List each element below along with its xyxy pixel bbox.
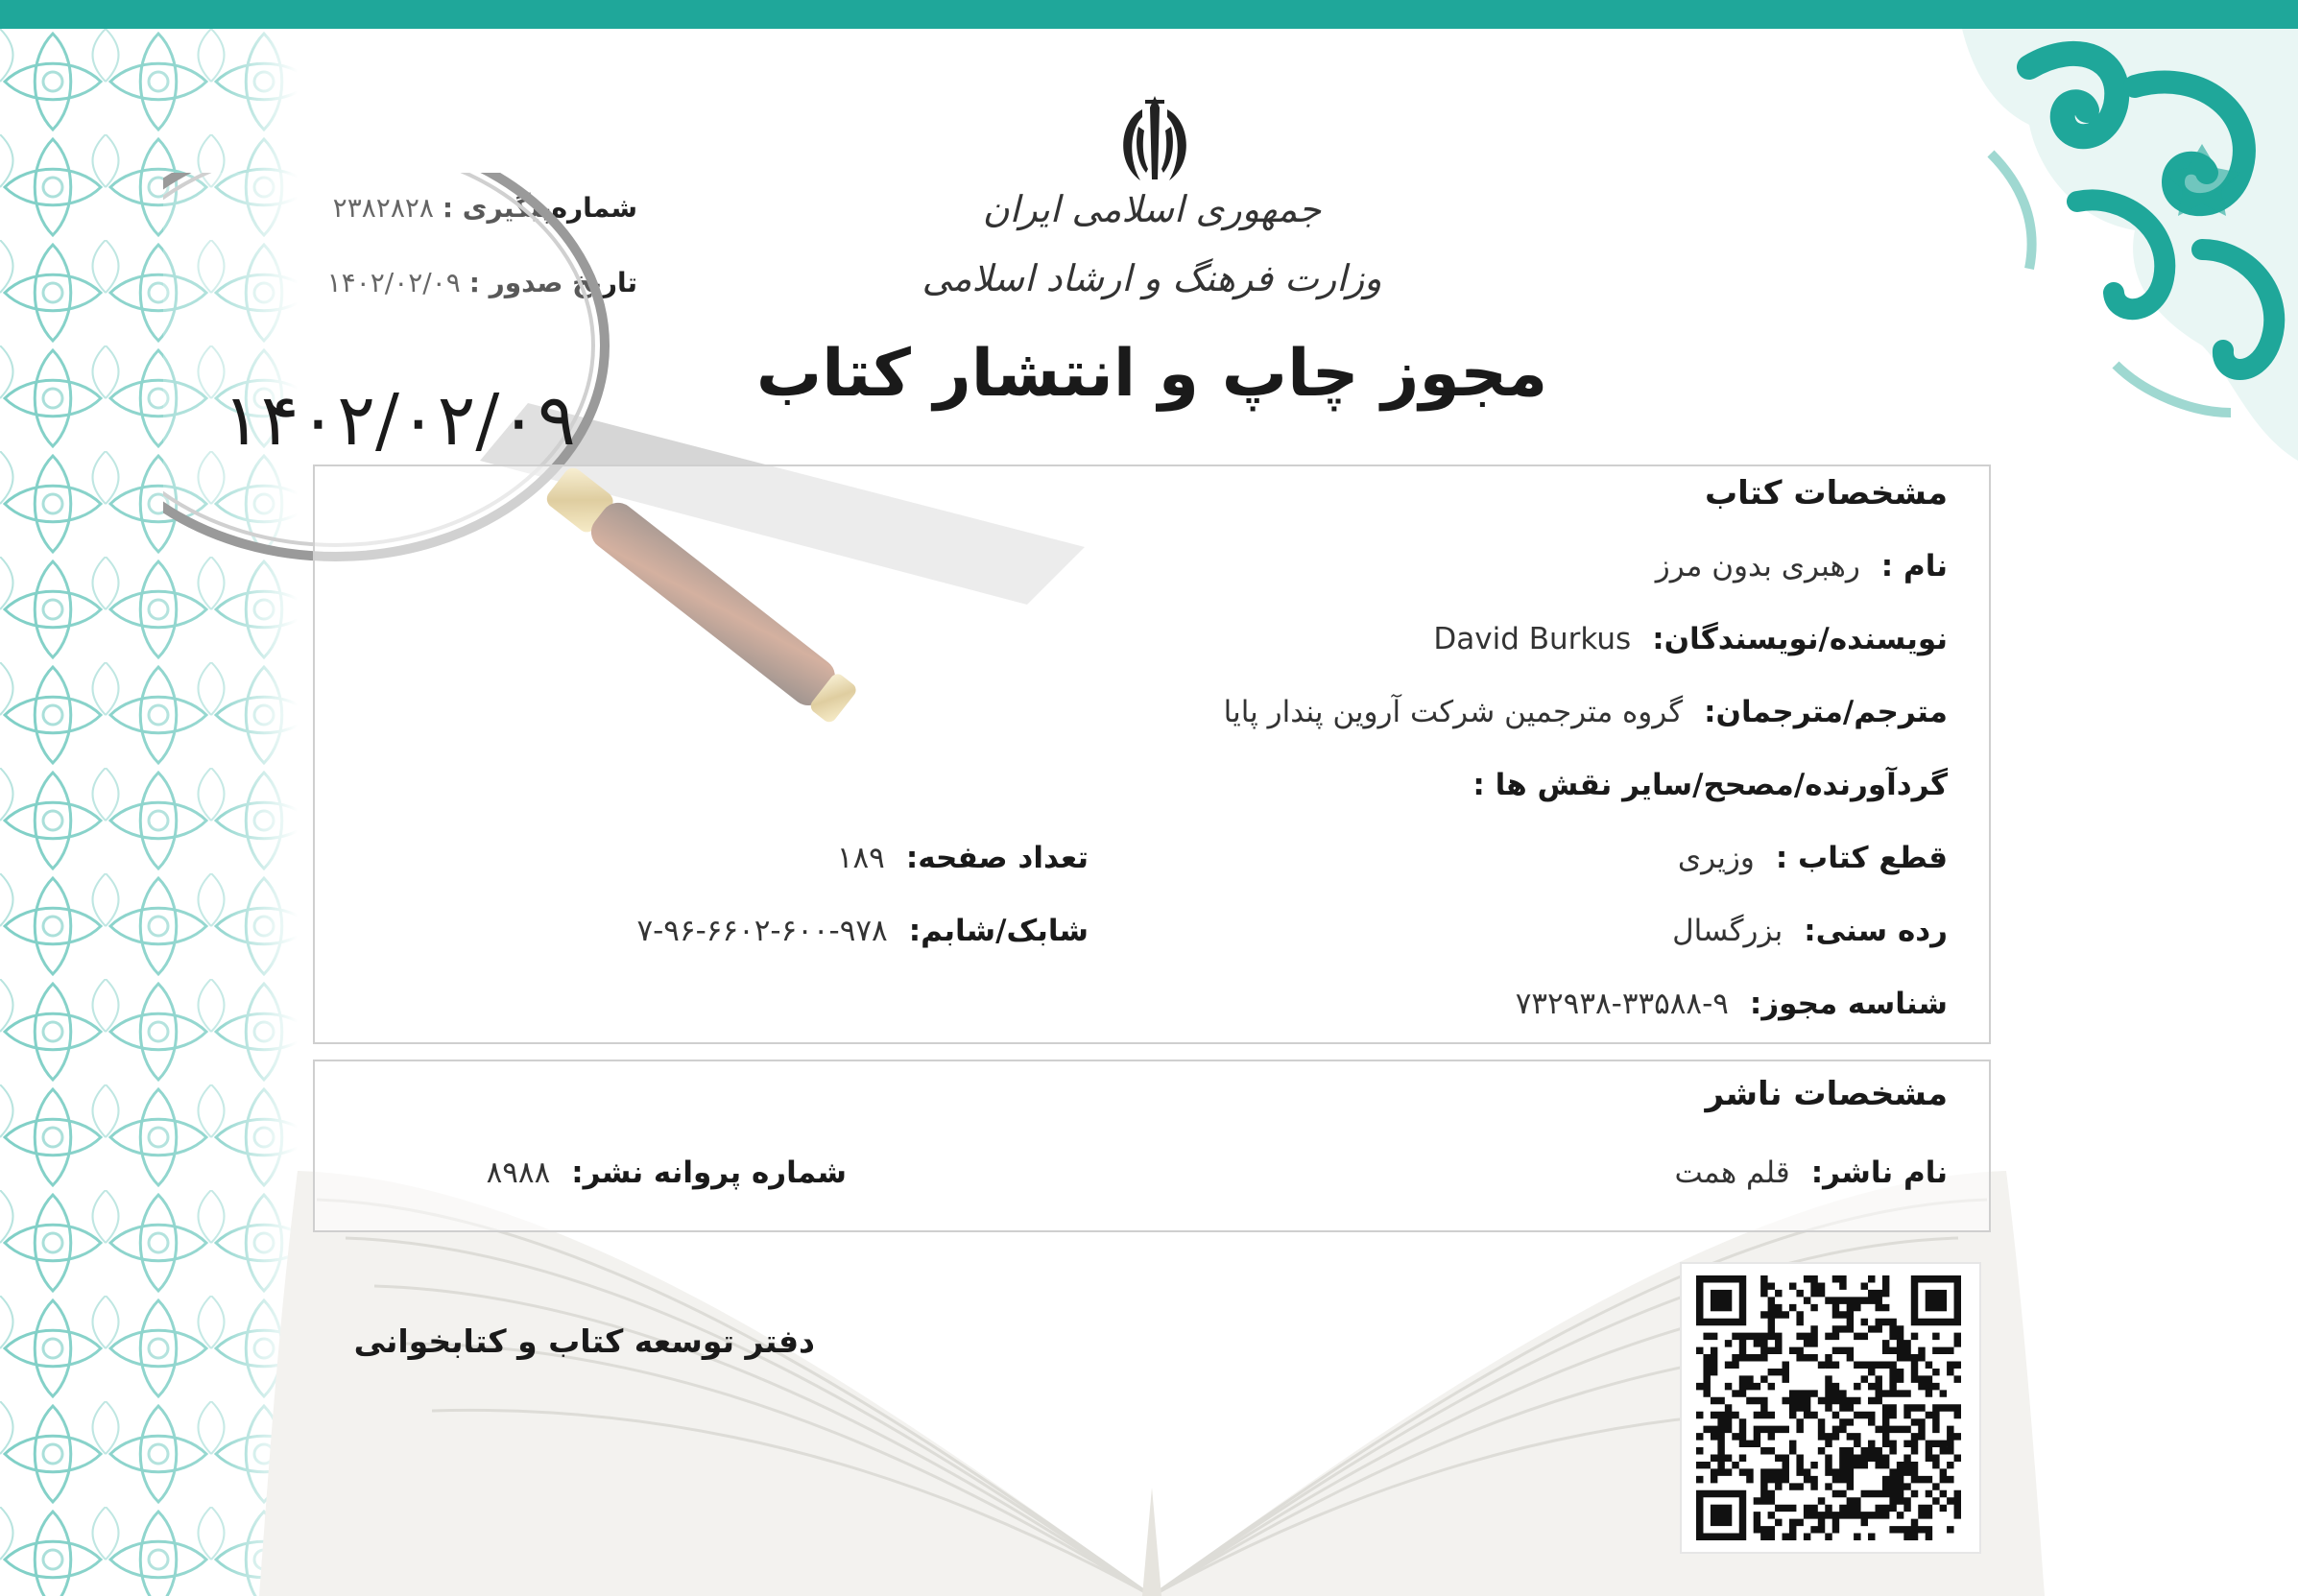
format-value: وزیری: [1677, 841, 1755, 875]
publisher-name-label: نام ناشر:: [1810, 1155, 1948, 1190]
tracking-value: ۲۳۸۲۸۲۸: [332, 192, 434, 224]
publisher-section-title: مشخصات ناشر: [1705, 1075, 1948, 1113]
age-row: [1672, 914, 1948, 948]
other-roles-label: گردآورنده/مصحح/سایر نقش ها :: [1472, 768, 1948, 802]
book-section-title: مشخصات کتاب: [1704, 474, 1948, 512]
publisher-name-row: [1674, 1155, 1948, 1190]
publish-permit-label: شماره پروانه نشر:: [571, 1155, 847, 1190]
isbn-value: ۹۷۸-۶۰۰-۶۶۰۲-۹۶-۷: [636, 914, 888, 948]
age-label: رده سنی:: [1804, 914, 1948, 948]
pages-label: تعداد صفحه:: [905, 841, 1089, 875]
pages-row: [837, 841, 1089, 875]
license-id-row: [1516, 987, 1948, 1021]
top-accent-bar: [0, 0, 2298, 29]
issue-date-label: تاریخ صدور :: [468, 267, 637, 298]
license-id-value: ۹-۳۳۵۸۸-۷۳۲۹۳۸: [1515, 987, 1729, 1021]
translator-value: گروه مترجمین شرکت آروین پندار پایا: [1223, 695, 1684, 729]
tracking-label: شماره‌پیگیری :: [442, 192, 637, 224]
isbn-label: شابک/شابم:: [908, 914, 1089, 948]
book-name-row: [1656, 549, 1948, 584]
format-row: [1678, 841, 1948, 875]
format-label: قطع کتاب :: [1775, 841, 1948, 875]
book-name-value: رهبری بدون مرز: [1655, 549, 1860, 584]
publish-permit-row: [487, 1155, 847, 1190]
pages-value: ۱۸۹: [836, 841, 885, 875]
translator-row: [1224, 695, 1948, 729]
age-value: بزرگسال: [1672, 914, 1783, 948]
government-name: جمهوری اسلامی ایران: [982, 188, 1322, 230]
author-value: David Burkus: [1433, 622, 1632, 656]
office-name: دفتر توسعه کتاب و کتابخوانی: [353, 1322, 815, 1360]
license-id-label: شناسه مجوز:: [1749, 987, 1948, 1021]
publisher-name-value: قلم همت: [1674, 1155, 1790, 1190]
corner-ornament: [1885, 29, 2298, 461]
isbn-row: [636, 914, 1089, 948]
page-title: مجوز چاپ و انتشار کتاب: [755, 336, 1548, 412]
ministry-name: وزارت فرهنگ و ارشاد اسلامی: [922, 257, 1382, 299]
translator-label: مترجم/مترجمان:: [1704, 695, 1948, 729]
issue-date-value: ۱۴۰۲/۰۲/۰۹: [326, 267, 461, 298]
qr-code-frame: [1680, 1262, 1981, 1554]
author-label: نویسنده/نویسندگان:: [1652, 622, 1948, 656]
publish-permit-value: ۸۹۸۸: [486, 1155, 551, 1190]
author-row: [1433, 622, 1948, 656]
magnified-date: ۱۴۰۲/۰۲/۰۹: [223, 379, 576, 462]
qr-code-icon: [1696, 1275, 1961, 1540]
book-name-label: نام :: [1880, 549, 1948, 584]
other-roles-row: [1451, 768, 1948, 802]
